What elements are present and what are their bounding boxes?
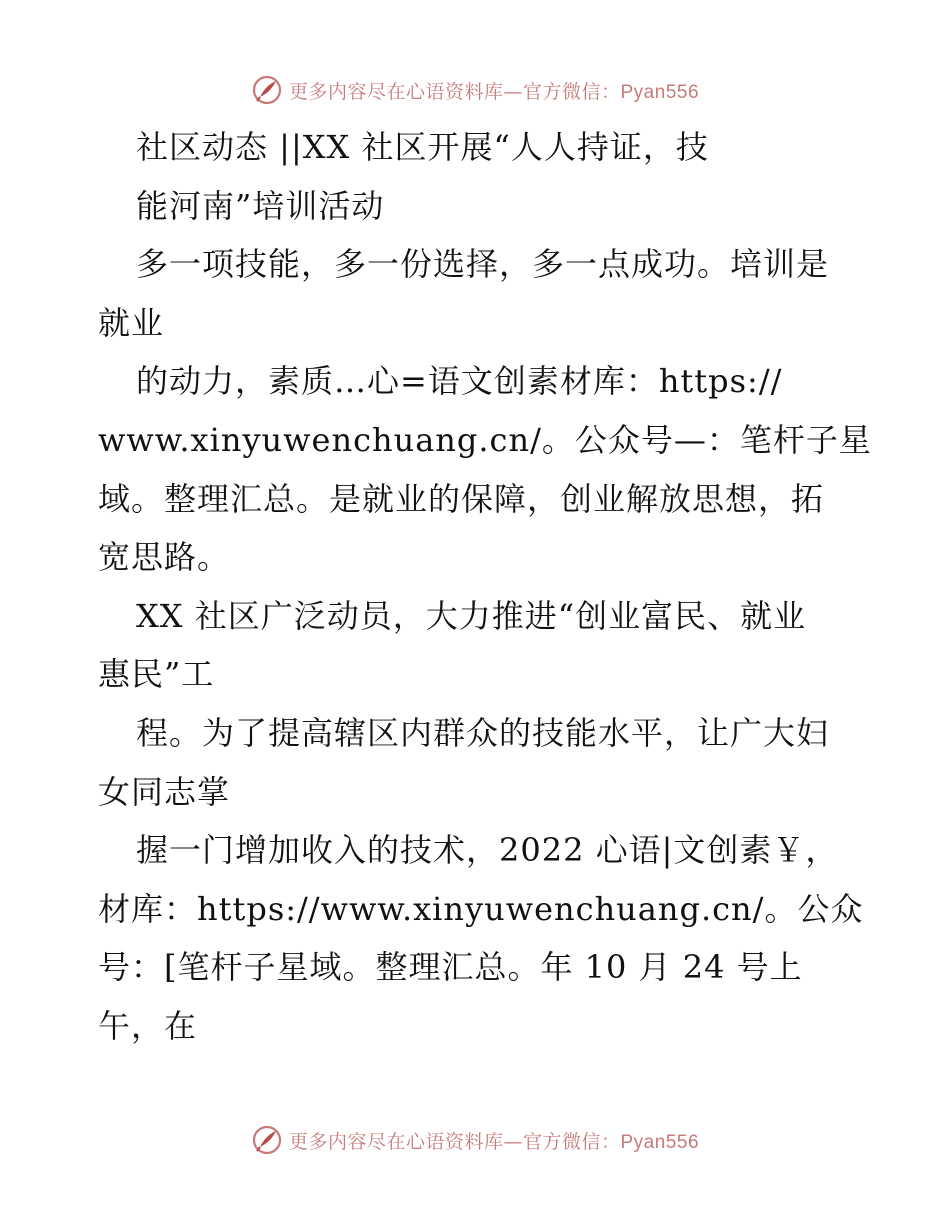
text-line: 域。整理汇总。是就业的保障，创业解放思想，拓 bbox=[98, 479, 825, 518]
wechat-id: Pyan556 bbox=[620, 1131, 700, 1153]
header-banner bbox=[0, 70, 950, 110]
text-line: 社区动态 ||XX 社区开展“人人持证，技 bbox=[136, 128, 709, 166]
text-line: 午，在 bbox=[98, 1006, 198, 1045]
text-line: 握一门增加收入的技术，2022 心语|文创素￥， bbox=[136, 831, 839, 870]
text-line: 宽思路。 bbox=[98, 538, 231, 577]
text-line: 的动力，素质…心=语文创素材库：https:// bbox=[136, 362, 783, 401]
text-line: www.xinyuwenchuang.cn/。公众号—：笔杆子星 bbox=[98, 420, 872, 459]
text-line: 女同志掌 bbox=[98, 772, 231, 811]
text-line: 多一项技能，多一份选择，多一点成功。培训是 bbox=[136, 245, 830, 284]
text-line: XX 社区广泛动员，大力推进“创业富民、就业 bbox=[136, 596, 807, 635]
banner-text: 更多内容尽在心语资料库—官方微信：Pyan556 bbox=[288, 1130, 700, 1153]
text-line: 就业 bbox=[98, 303, 165, 342]
text-line: 能河南”培训活动 bbox=[136, 186, 385, 225]
text-line: 材库：https://www.xinyuwenchuang.cn/。公众 bbox=[98, 889, 864, 928]
feather-pen-icon bbox=[251, 1124, 283, 1156]
feather-pen-icon bbox=[251, 74, 283, 106]
text-line: 号：[笔杆子星域。整理汇总。年 10 月 24 号上 bbox=[98, 948, 803, 987]
document-body bbox=[98, 118, 872, 1056]
text-line: 程。为了提高辖区内群众的技能水平，让广大妇 bbox=[136, 713, 830, 752]
banner-text: 更多内容尽在心语资料库—官方微信：Pyan556 bbox=[288, 80, 700, 103]
text-line: 惠民”工 bbox=[98, 655, 215, 694]
footer-banner bbox=[0, 1120, 950, 1160]
wechat-id: Pyan556 bbox=[620, 81, 700, 103]
